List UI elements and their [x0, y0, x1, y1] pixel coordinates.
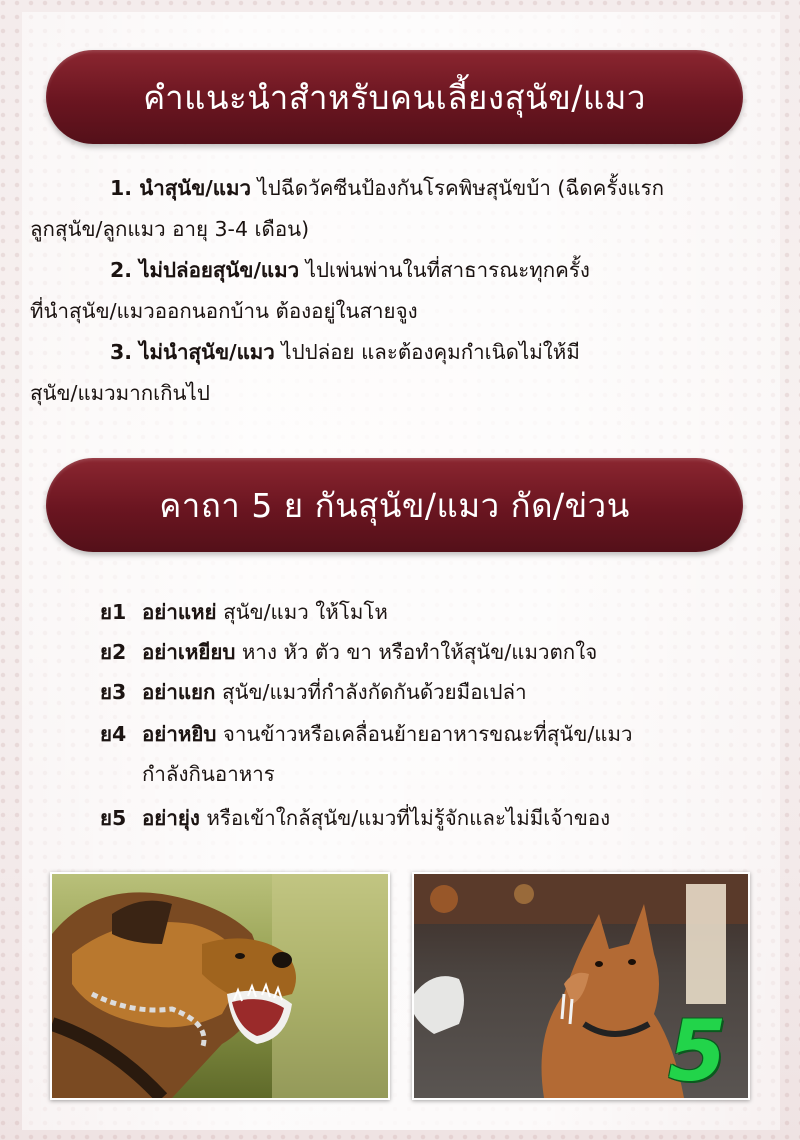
advice-item-3-text: ไปปล่อย และต้องคุมกำเนิดไม่ให้มี	[274, 340, 580, 364]
advice-item-3	[30, 332, 750, 373]
angry-dog-illustration	[52, 874, 388, 1098]
rule-text: สุนัข/แมวที่กำลังกัดกันด้วยมือเปล่า	[215, 680, 527, 704]
section-banner-advice	[46, 50, 743, 144]
rule-item-3	[100, 672, 760, 712]
rule-bold: อย่าแหย่	[142, 600, 217, 624]
rule-text: หรือเข้าใกล้สุนัข/แมวที่ไม่รู้จักและไม่มีเจ้าของ	[199, 806, 611, 830]
rule-item-5	[100, 798, 760, 838]
rule-bold: อย่าหยิบ	[142, 722, 217, 746]
advice-item-2-cont: ที่นำสุนัข/แมวออกนอกบ้าน ต้องอยู่ในสายจูง	[30, 299, 418, 323]
rule-text: หาง หัว ตัว ขา หรือทำให้สุนัข/แมวตกใจ	[235, 640, 598, 664]
rule-number: ย2	[100, 640, 127, 664]
page-number: 5	[668, 1002, 727, 1100]
advice-item-1-text: ไปฉีดวัคซีนป้องกันโรคพิษสุนัขบ้า (ฉีดครั้งแรก	[250, 176, 664, 200]
rule-bold: อย่าเหยียบ	[142, 640, 236, 664]
photo-angry-dog	[50, 872, 390, 1100]
rule-cont: กำลังกินอาหาร	[142, 762, 275, 786]
advice-item-3-bold: 3. ไม่นำสุนัข/แมว	[110, 340, 275, 364]
rule-bold: อย่ายุ่ง	[142, 806, 200, 830]
advice-item-2-bold: 2. ไม่ปล่อยสุนัข/แมว	[110, 258, 300, 282]
rule-item-4	[100, 714, 760, 794]
rule-item-1	[100, 592, 760, 632]
section-title-advice: คำแนะนำสำหรับคนเลี้ยงสุนัข/แมว	[143, 77, 646, 117]
advice-item-1-cont: ลูกสุนัข/ลูกแมว อายุ 3-4 เดือน)	[30, 217, 310, 241]
section-title-five-y: คาถา 5 ย กันสุนัข/แมว กัด/ข่วน	[159, 485, 630, 525]
rule-item-2	[100, 632, 760, 672]
rule-bold: อย่าแยก	[142, 680, 216, 704]
advice-item-1-bold: 1. นำสุนัข/แมว	[110, 176, 251, 200]
advice-item-2	[30, 250, 750, 291]
advice-item-2-text: ไปเพ่นพ่านในที่สาธารณะทุกครั้ง	[299, 258, 590, 282]
rule-number: ย4	[100, 722, 127, 746]
section-banner-five-y	[46, 458, 743, 552]
rule-number: ย3	[100, 680, 127, 704]
rule-number: ย5	[100, 806, 127, 830]
advice-list	[30, 168, 750, 414]
rule-text: จานข้าวหรือเคลื่อนย้ายอาหารขณะที่สุนัข/แมว	[216, 722, 633, 746]
rule-number: ย1	[100, 600, 127, 624]
advice-item-3-cont: สุนัข/แมวมากเกินไป	[30, 381, 210, 405]
rule-text: สุนัข/แมว ให้โมโห	[216, 600, 388, 624]
advice-item-1	[30, 168, 750, 209]
